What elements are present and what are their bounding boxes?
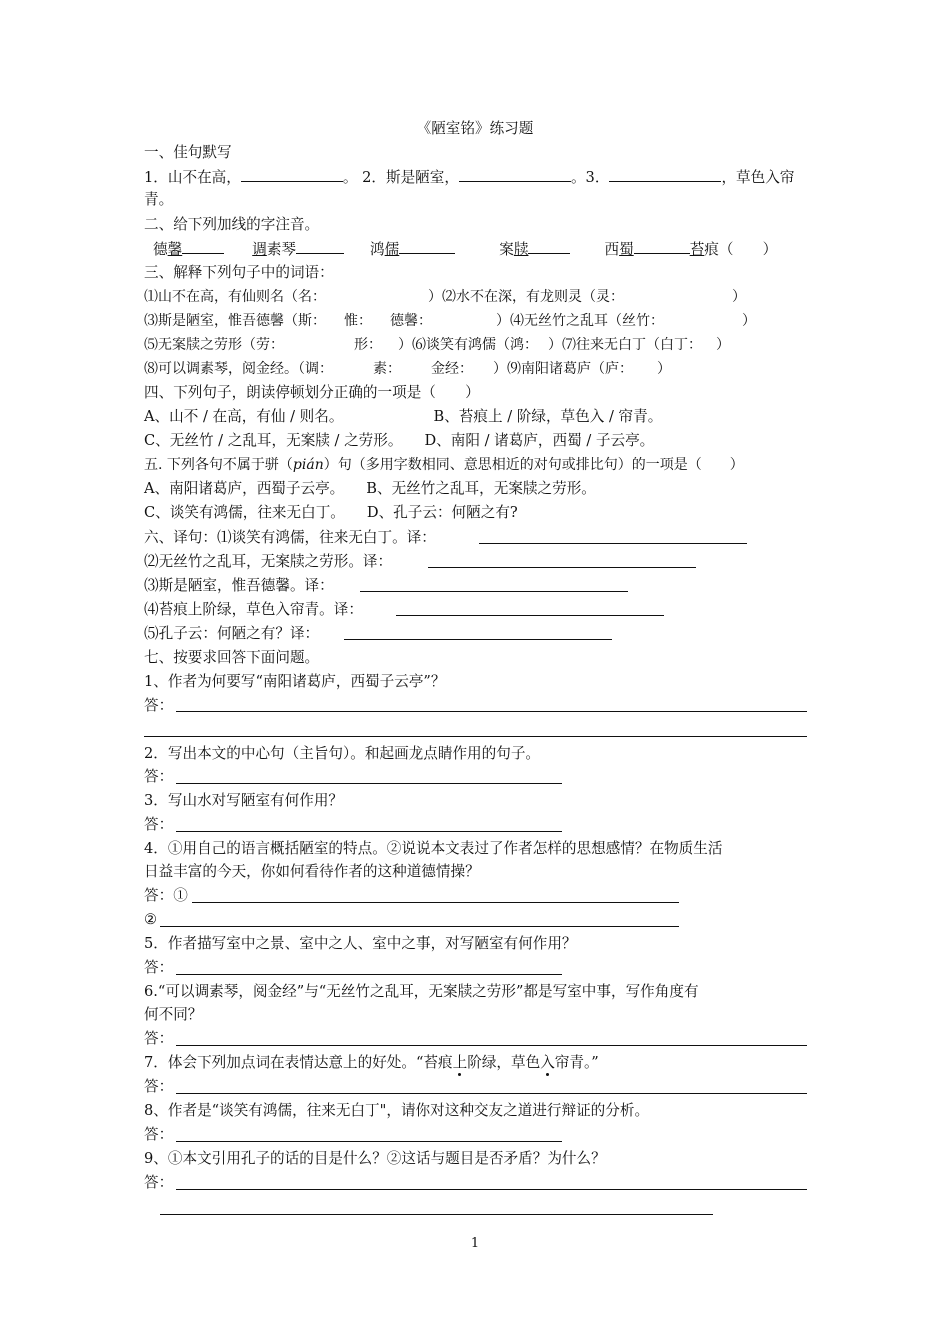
answer-label: 答： [144,1126,174,1143]
translate-q3: ⑶斯是陋室，惟吾德馨。译： [144,577,334,594]
option-5d[interactable]: D、孔子云：何陋之有? [366,504,518,521]
translate-q4: ⑷苔痕上阶绿，草色入帘青。译： [144,601,363,618]
question-7-6-line-2: 何不同？ [144,1006,203,1023]
question-7-6-line-1: 6.“可以调素琴，阅金经”与“无丝竹之乱耳，无案牍之劳形”都是写室中事，写作角度有 [144,983,699,1000]
section-2-heading: 二、给下列加线的字注音。 [144,216,320,233]
option-4d[interactable]: D、南阳 / 诸葛庐，西蜀 / 子云亭。 [424,432,655,449]
answer-label: 答： [144,1030,174,1047]
answer-label: 答： [144,959,174,976]
section-3-row-3: ⑸无案牍之劳形（劳： 形： ）⑹谈笑有鸿儒（鸿： ）⑺往来无白丁（白丁： ） [144,337,730,353]
answer-label: 答： [144,1174,174,1191]
answer-label: 答： [144,1078,174,1095]
answer-line[interactable] [176,831,562,832]
question-7-4-line-1: 4．①用自己的语言概括陋室的特点。②说说本文表过了作者怎样的思想感情？在物质生活 [144,840,723,857]
section-5-options-cd [144,502,808,524]
section-4-options-cd [144,430,808,452]
page-title: 《陋室铭》练习题 [416,120,534,137]
option-4a[interactable]: A、山不 / 在高，有仙 / 则名。 [144,408,344,425]
question-7-5: 5．作者描写室中之景、室中之人、室中之事，对写陋室有何作用？ [144,935,577,952]
question-7-1: 1、作者为何要写“南阳诸葛庐，西蜀子云亭”？ [144,673,446,690]
pinyin-blank-5[interactable] [634,238,690,254]
section-5-heading: 五. 下列各句不属于骈（pián）句（多用字数相同、意思相近的对句或排比句）的一项是（ ） [144,457,744,473]
section-2-words: 德馨 调素琴 鸿儒 案牍 西蜀 苔痕（ ） [153,238,810,260]
answer-line[interactable] [176,711,807,712]
answer-line[interactable] [176,1141,562,1142]
pinyin-blank-4[interactable] [528,238,570,254]
emphasis-dot-char: 入 [540,1054,555,1071]
answer-line[interactable] [160,1214,713,1215]
translate-q5: ⑸孔子云：何陋之有？译： [144,625,320,642]
answer-line[interactable] [144,736,807,737]
option-5b[interactable]: B、无丝竹之乱耳，无案牍之劳形。 [366,480,596,497]
answer-line[interactable] [396,615,664,616]
answer-line[interactable] [160,926,679,927]
answer-label: 答： [144,697,174,714]
answer-label: 答： [144,816,174,833]
answer-label-1: 答：① [144,887,188,904]
answer-line[interactable] [176,1189,807,1190]
question-7-9: 9、①本文引用孔子的话的目是什么？②这话与题目是否矛盾？为什么？ [144,1150,606,1167]
section-3-row-1: ⑴山不在高，有仙则名（名： ）⑵水不在深，有龙则灵（灵： ） [144,289,746,305]
answer-line[interactable] [360,591,628,592]
answer-line[interactable] [344,639,612,640]
question-7-8: 8、作者是“谈笑有鸿儒，往来无白丁"，请你对这种交友之道进行辩证的分析。 [144,1102,650,1119]
question-7-7: 7．体会下列加点词在表情达意上的好处。“苔痕上阶绿，草色入帘青。” [144,1054,599,1071]
section-3-row-2: ⑶斯是陋室，惟吾德馨（斯： 惟： 德馨： ）⑷无丝竹之乱耳（丝竹： ） [144,313,756,329]
section-4-options-ab [144,406,808,428]
section-5-options-ab [144,478,808,500]
answer-line[interactable] [176,974,562,975]
question-7-3: 3．写山水对写陋室有何作用？ [144,792,344,809]
answer-label-2: ② [144,911,158,928]
section-3-heading: 三、解释下列句子中的词语： [144,264,334,281]
option-4b[interactable]: B、苔痕上 / 阶绿，草色入 / 帘青。 [433,408,663,425]
pinyin-blank-2[interactable] [296,238,344,254]
question-7-4-line-2: 日益丰富的今天，你如何看待作者的这种道德情操？ [144,863,480,880]
section-7-heading: 七、按要求回答下面问题。 [144,649,320,666]
fill-blank-1[interactable] [241,166,343,182]
answer-line[interactable] [176,1093,807,1094]
section-3-row-4: ⑻可以调素琴，阅金经。（调： 素： 金经： ）⑼南阳诸葛庐（庐： ） [144,361,671,377]
translate-q2: ⑵无丝竹之乱耳，无案牍之劳形。译： [144,553,393,570]
section-1-line-2: 青。 [144,191,174,208]
answer-line[interactable] [176,1045,807,1046]
question-7-2: 2．写出本文的中心句（主旨句）。和起画龙点睛作用的句子。 [144,745,541,762]
answer-line[interactable] [479,543,747,544]
translate-q1: 六、译句：⑴谈笑有鸿儒，往来无白丁。译： [144,529,436,546]
answer-label: 答： [144,768,174,785]
option-5a[interactable]: A、南阳诸葛庐，西蜀子云亭。 [144,480,345,497]
option-5c[interactable]: C、谈笑有鸿儒，往来无白丁。 [144,504,345,521]
pinyin-blank-3[interactable] [399,238,455,254]
fill-blank-3[interactable] [609,166,721,182]
emphasis-dot-char: 上 [452,1054,468,1071]
fill-blank-2[interactable] [459,166,571,182]
section-1-heading: 一、佳句默写 [144,144,232,161]
answer-line[interactable] [428,567,696,568]
answer-line[interactable] [192,902,679,903]
section-4-heading: 四、下列句子，朗读停顿划分正确的一项是（ ） [144,384,480,401]
pinyin-blank-1[interactable] [182,238,224,254]
page-number: 1 [470,1236,480,1251]
section-1-line-1: 1．山不在高， 。 2．斯是陋室， 。3． ，草色入帘 [144,166,808,188]
option-4c[interactable]: C、无丝竹 / 之乱耳，无案牍 / 之劳形。 [144,432,403,449]
answer-line[interactable] [176,783,562,784]
